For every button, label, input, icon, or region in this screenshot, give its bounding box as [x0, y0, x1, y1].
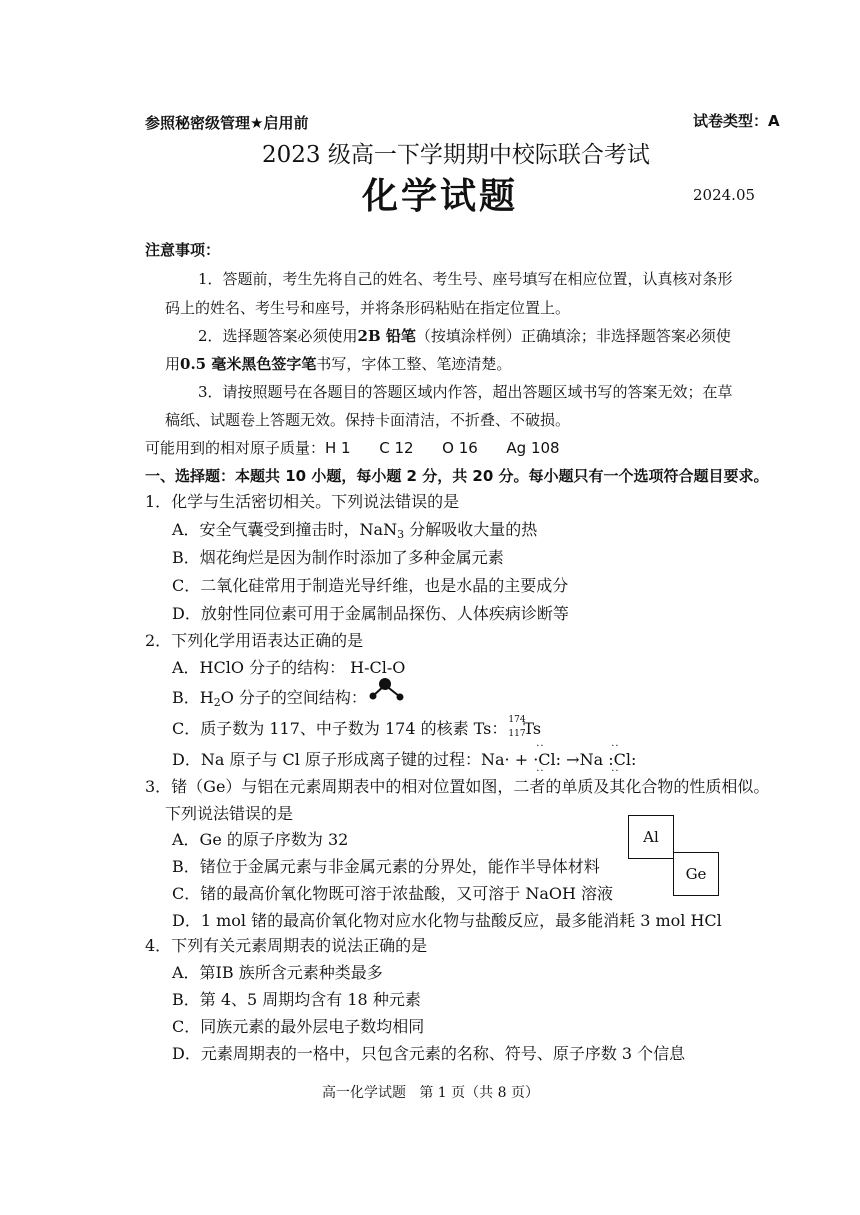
exam-date: 2024.05 — [693, 186, 756, 204]
q4-option-d: D．元素周期表的一格中，只包含元素的名称、符号、原子序数 3 个信息 — [172, 1044, 686, 1063]
section-1-heading: 一、选择题：本题共 10 小题，每小题 2 分，共 20 分。每小题只有一个选项符合题目要求。 — [145, 467, 769, 485]
q3-option-d: D．1 mol 锗的最高价氧化物对应水化物与盐酸反应，最多能消耗 3 mol HCl — [172, 911, 722, 930]
q1-option-b: B．烟花绚烂是因为制作时添加了多种金属元素 — [172, 548, 504, 567]
q1-option-d: D．放射性同位素可用于金属制品探伤、人体疾病诊断等 — [172, 604, 569, 623]
q1-stem: 1．化学与生活密切相关。下列说法错误的是 — [145, 492, 460, 511]
q2-option-b: B．$H_2O$ 分子的空间结构： — [172, 688, 367, 709]
q4-option-c: C．同族元素的最外层电子数均相同 — [172, 1017, 425, 1036]
q4-stem: 4．下列有关元素周期表的说法正确的是 — [145, 936, 428, 955]
subject-title: 化学试题 — [362, 175, 519, 217]
q3-stem-line-1: 3．锗（Ge）与铝在元素周期表中的相对位置如图，二者的单质及其化合物的性质相似。 — [145, 777, 770, 796]
exam-title: 2023 级高一下学期期中校际联合考试 — [262, 142, 650, 168]
notes-heading: 注意事项： — [145, 241, 221, 259]
note-2-line-2: 用0.5 毫米黑色签字笔书写，字体工整、笔迹清楚。 — [165, 355, 512, 373]
note-3-line-1: 3．请按照题号在各题目的答题区域内作答，超出答题区域书写的答案无效；在草 — [198, 383, 733, 401]
paper-type: 试卷类型：A — [693, 112, 780, 130]
q3-stem-line-2: 下列说法错误的是 — [165, 804, 294, 823]
periodic-cell-al: Al — [628, 815, 674, 859]
q3-option-c: C．锗的最高价氧化物既可溶于浓盐酸，又可溶于 NaOH 溶液 — [172, 884, 614, 903]
page-footer: 高一化学试题 第 1 页（共 8 页） — [322, 1085, 539, 1101]
q1-option-c: C．二氧化硅常用于制造光导纤维，也是水晶的主要成分 — [172, 576, 569, 595]
note-1-line-2: 码上的姓名、考生号和座号，并将条形码粘贴在指定位置上。 — [165, 299, 571, 317]
q1-option-a: A．安全气囊受到撞击时，NaN$_3$ 分解吸收大量的热 — [172, 520, 538, 541]
note-1-line-1: 1．答题前，考生先将自己的姓名、考生号、座号填写在相应位置，认真核对条形 — [198, 270, 733, 288]
q4-option-b: B．第 4、5 周期均含有 18 种元素 — [172, 990, 421, 1009]
q3-option-b: B．锗位于金属元素与非金属元素的分界处，能作半导体材料 — [172, 857, 600, 876]
q4-option-a: A．第ⅠB 族所含元素种类最多 — [172, 963, 383, 982]
q2-stem: 2．下列化学用语表达正确的是 — [145, 631, 364, 650]
note-3-line-2: 稿纸、试题卷上答题无效。保持卡面清洁，不折叠、不破损。 — [165, 411, 571, 429]
q2-option-d: D．Na 原子与 Cl 原子形成离子键的过程：Na· + ·Cl: ·· ·· →Na :Cl: ·· ·· — [172, 741, 637, 777]
q3-option-a: A．Ge 的原子序数为 32 — [172, 830, 349, 849]
q2-option-a: A．HClO 分子的结构： H-Cl-O — [172, 658, 406, 677]
secrecy-label: 参照秘密级管理★启用前 — [145, 114, 309, 132]
q2-option-c: C．质子数为 117、中子数为 174 的核素 Ts： 174 117 Ts — [172, 714, 542, 739]
periodic-cell-ge: Ge — [673, 852, 719, 896]
note-2-line-1: 2．选择题答案必须使用2B 铅笔（按填涂样例）正确填涂；非选择题答案必须使 — [198, 327, 731, 345]
atomic-masses: 可能用到的相对原子质量：H 1 C 12 O 16 Ag 108 — [145, 439, 560, 457]
water-molecule-model-icon — [368, 676, 408, 702]
isotope-notation: 174 117 — [508, 714, 526, 739]
